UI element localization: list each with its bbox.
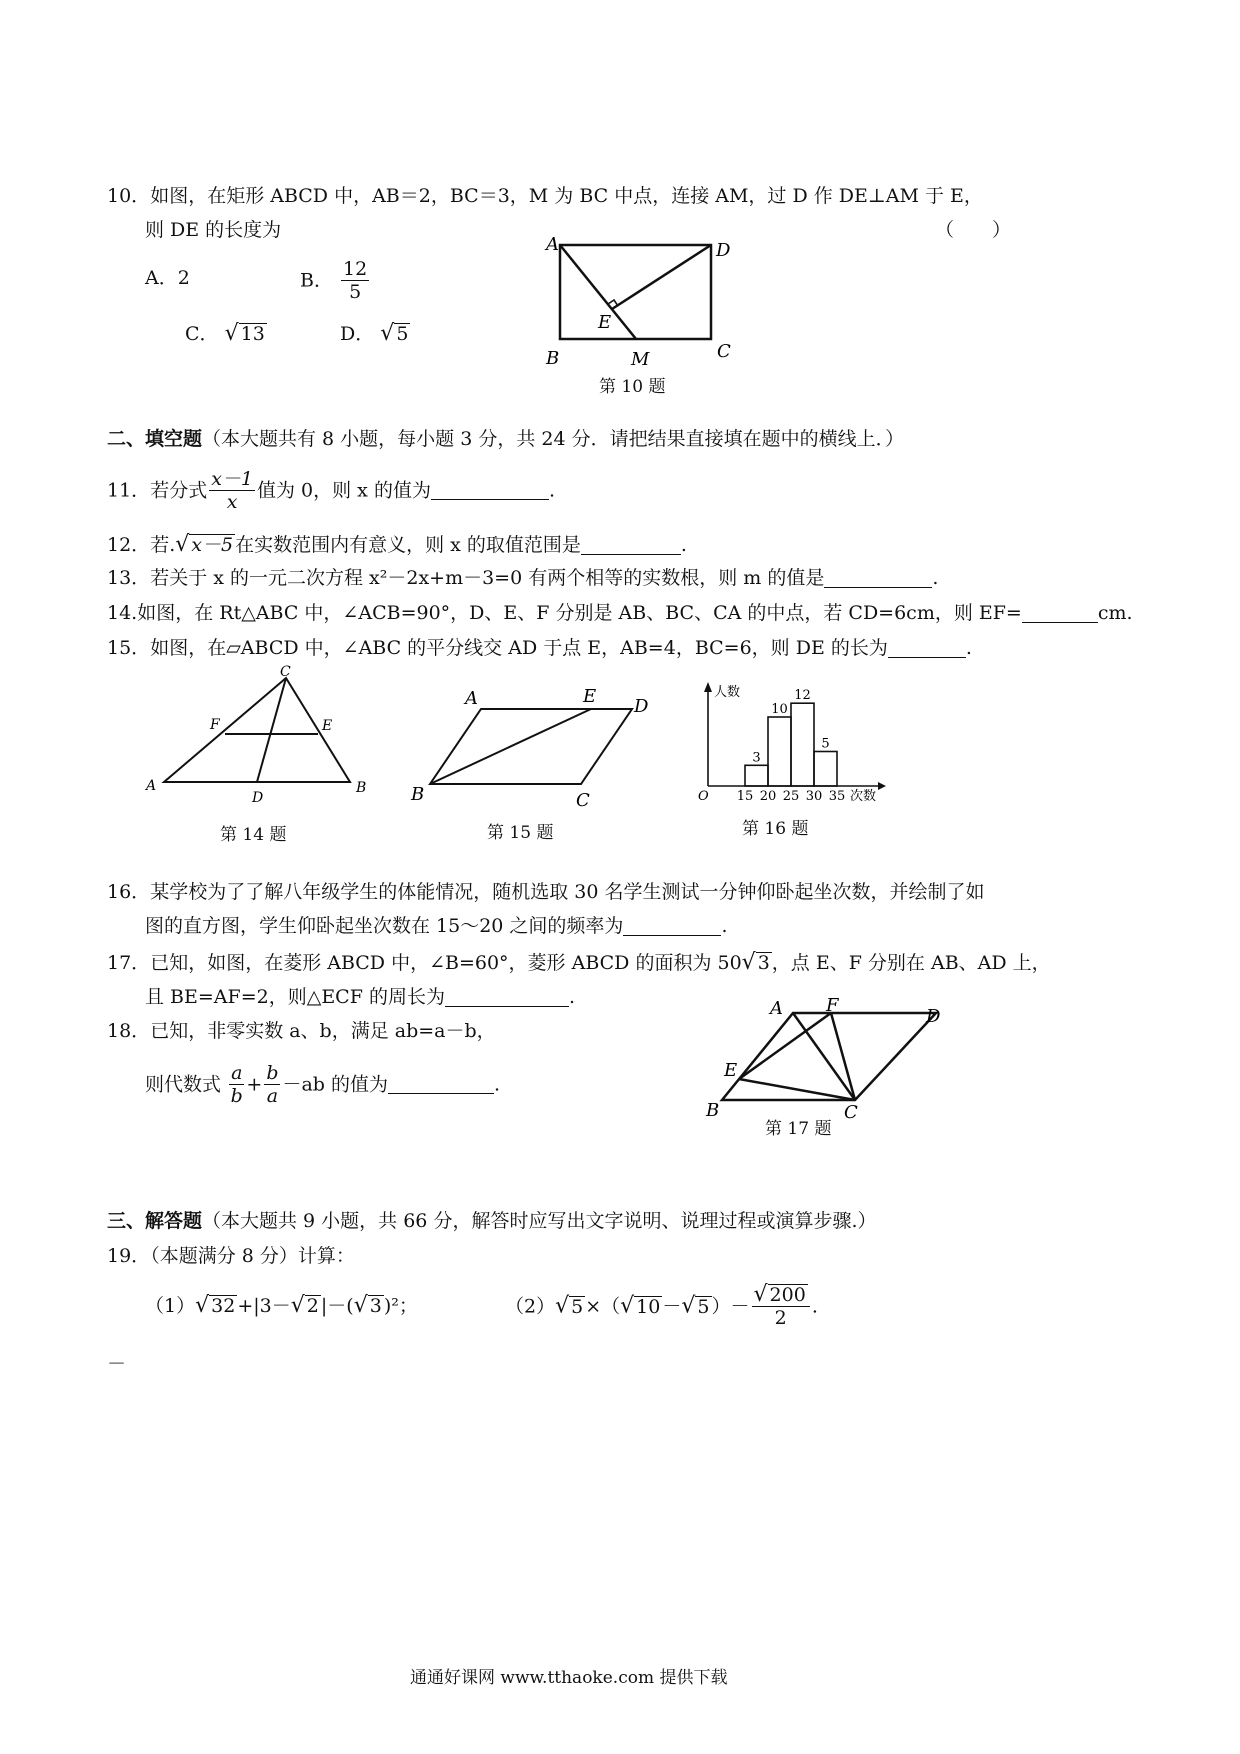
sqrt-sign: √ [380, 321, 395, 346]
q12-answer-blank[interactable] [581, 536, 681, 555]
segment-cd [257, 678, 286, 782]
fraction-numerator: a [231, 1062, 243, 1084]
radicand: 5 [697, 1296, 710, 1318]
bar-value-label: 5 [821, 736, 830, 752]
radicand: 3 [369, 1295, 382, 1317]
expr-text: ）－ [711, 1295, 750, 1318]
label-b: B [706, 1100, 720, 1121]
x-axis-arrow [878, 782, 886, 790]
expr-text: +|3－ [237, 1295, 291, 1317]
q15-number: 15． [107, 637, 151, 659]
expr-text: － [662, 1295, 682, 1318]
q18-pre: 则代数式 [145, 1073, 222, 1096]
q17-line2 [145, 985, 575, 1009]
figure-17-rhombus [700, 996, 960, 1121]
section-2-header [107, 427, 904, 451]
q16-stem-2: 图的直方图，学生仰卧起坐次数在 15～20 之间的频率为 [145, 915, 624, 937]
q13-answer-blank[interactable] [824, 569, 932, 588]
q11-answer-blank[interactable] [431, 481, 549, 500]
label-e: E [322, 718, 333, 734]
q10-answer-paren: （ ） [935, 219, 1012, 241]
radicand: 5 [571, 1296, 584, 1318]
expr-text: |－( [320, 1295, 354, 1317]
fraction-numerator [752, 1284, 810, 1307]
option-a-value: 2 [177, 267, 190, 289]
fraction-numerator: b [266, 1062, 279, 1084]
q15-text: 如图，在▱ABCD 中，∠ABC 的平分线交 AD 于点 E，AB=4，BC=6，则 DE 的长为 [150, 637, 888, 659]
x-tick-label: 20 [759, 789, 777, 804]
histogram-bar-30-35 [814, 752, 837, 787]
label-d: D [634, 696, 649, 717]
q18-line1 [107, 1019, 496, 1043]
figure-16-caption: 第 16 题 [742, 819, 809, 839]
q11-denominator: x [226, 491, 238, 513]
q18-stem: 已知，非零实数 a、b，满足 ab=a－b， [150, 1020, 496, 1042]
figure-15-parallelogram [405, 682, 665, 812]
q11 [107, 468, 555, 513]
label-b: B [411, 784, 425, 805]
q10-line1 [107, 184, 983, 208]
segment-fc [831, 1013, 855, 1100]
sqrt-sign: √ [195, 1293, 210, 1318]
q10-option-b [300, 258, 371, 303]
label-d: D [252, 790, 264, 806]
q10-option-a [145, 266, 190, 290]
section-2-desc: （本大题共有 8 小题，每小题 3 分，共 24 分．请把结果直接填在题中的横线上．） [202, 428, 905, 450]
label-e: E [583, 686, 597, 707]
label-a: A [465, 688, 478, 709]
segment-de [612, 245, 711, 309]
label-d: D [716, 240, 731, 261]
q11-fraction [209, 468, 255, 513]
q10-line2: 则 DE 的长度为 [145, 219, 282, 241]
label-b: B [546, 348, 560, 369]
q12-post: 在实数范围内有意义，则 x 的取值范围是 [235, 534, 581, 556]
q12-end: . [680, 534, 687, 556]
q10-stem: 如图，在矩形 ABCD 中，AB＝2，BC＝3，M 为 BC 中点，连接 AM，过 D 作 DE⊥AM 于 E， [150, 185, 983, 207]
q17-stem: 已知，如图，在菱形 ABCD 中，∠B=60°，菱形 ABCD 的面积为 50 [150, 952, 742, 974]
histogram-bar-15-20 [745, 765, 768, 786]
option-b-fraction [341, 258, 369, 303]
label-a: A [146, 778, 157, 794]
label-c: C [280, 664, 291, 680]
q14-number: 14. [107, 602, 138, 624]
option-c-letter: C． [185, 323, 219, 345]
fraction-denominator: 2 [774, 1307, 787, 1329]
section-2-title: 二、填空题 [107, 428, 203, 450]
segment-be [430, 709, 591, 784]
q19-number: 19． [107, 1245, 151, 1267]
q12-pre: 若. [150, 534, 176, 556]
q19-head [107, 1244, 355, 1268]
segment-ac [793, 1013, 855, 1100]
q16-end: . [721, 915, 728, 937]
radicand: 10 [636, 1296, 661, 1318]
q13-text: 若关于 x 的一元二次方程 x²－2x+m－3=0 有两个相等的实数根，则 m 的值是 [150, 567, 825, 589]
q11-number: 11． [107, 479, 151, 502]
label-f: F [826, 995, 839, 1016]
q12-radicand: x－5 [191, 534, 234, 556]
sqrt-sign: √ [353, 1293, 368, 1318]
section-3-header [107, 1209, 876, 1233]
sqrt-sign: √ [290, 1293, 305, 1318]
label-f: F [210, 717, 220, 733]
option-d-radicand: 5 [396, 323, 409, 345]
label-c: C [576, 790, 590, 811]
q18-fraction-b-over-a [264, 1062, 280, 1107]
q18-line2 [145, 1062, 500, 1107]
sqrt-sign: √ [741, 950, 756, 975]
x-tick-label: 15 [736, 789, 754, 804]
q17-line1 [107, 951, 1051, 975]
figure-14-triangle [140, 662, 380, 806]
histogram-bar-25-30 [791, 703, 814, 786]
plus-sign: + [246, 1073, 263, 1096]
q13-end: . [932, 567, 939, 589]
section-3-title: 三、解答题 [107, 1210, 203, 1232]
q19-title: （本题满分 8 分）计算： [150, 1245, 355, 1267]
section-3-desc: （本大题共 9 小题，共 66 分，解答时应写出文字说明、说理过程或演算步骤.） [202, 1210, 877, 1232]
label-e: E [598, 312, 612, 333]
q11-end: . [548, 479, 555, 502]
q18-number: 18． [107, 1020, 151, 1042]
q15 [107, 636, 972, 660]
q16-answer-blank[interactable] [623, 917, 721, 936]
origin-label: O [698, 789, 709, 804]
figure-10-caption: 第 10 题 [599, 377, 666, 397]
q14 [107, 601, 1133, 625]
figure-15-caption: 第 15 题 [487, 823, 554, 843]
q17-answer-blank[interactable] [445, 988, 569, 1007]
q18-end: . [494, 1073, 501, 1096]
label-d: D [926, 1006, 941, 1027]
q12 [107, 533, 687, 557]
q16-line2 [145, 914, 727, 938]
parallelogram-abcd [430, 709, 632, 784]
x-tick-label: 30 [805, 789, 823, 804]
rhombus-abcd [722, 1013, 936, 1100]
option-c-radicand: 13 [240, 323, 265, 345]
option-d-letter: D． [340, 323, 375, 345]
q13-number: 13． [107, 567, 151, 589]
fraction-denominator: a [266, 1085, 279, 1107]
q11-pre: 若分式 [150, 479, 208, 502]
x-tick-label: 35 [828, 789, 846, 804]
label-c: C [844, 1102, 858, 1123]
option-b-numerator: 12 [343, 258, 368, 280]
histogram-bar-20-25 [768, 717, 791, 786]
label-b: B [356, 780, 367, 796]
label-e: E [724, 1060, 738, 1081]
figure-16-histogram [690, 676, 890, 811]
stray-dash: － [107, 1353, 127, 1375]
q19-part-2 [505, 1284, 818, 1329]
q12-number: 12． [107, 534, 151, 556]
q18-fraction-a-over-b [229, 1062, 244, 1107]
q16-line1 [107, 880, 984, 904]
figure-17-caption: 第 17 题 [765, 1119, 832, 1139]
q15-answer-blank[interactable] [888, 639, 966, 658]
label-c: C [717, 341, 731, 362]
page-footer: 通通好课网 www.tthaoke.com 提供下载 [410, 1668, 728, 1688]
q17-end: . [568, 986, 575, 1008]
q17-stem-2: 且 BE=AF=2，则△ECF 的周长为 [145, 986, 445, 1008]
label-a: A [770, 998, 783, 1019]
q11-post: 值为 0，则 x 的值为 [257, 479, 431, 502]
q10-number: 10． [107, 185, 151, 207]
bar-value-label: 12 [794, 688, 811, 704]
q16-stem: 某学校为了了解八年级学生的体能情况，随机选取 30 名学生测试一分钟仰卧起坐次数，并绘制了如 [150, 881, 985, 903]
fraction-denominator: b [230, 1085, 243, 1107]
part-2-fraction [752, 1284, 810, 1329]
y-axis-arrow [704, 682, 712, 692]
x-axis-label: 次数 [850, 789, 877, 804]
q15-end: . [965, 637, 972, 659]
label-m: M [631, 349, 650, 370]
segment-ec [739, 1079, 855, 1100]
q16-number: 16． [107, 881, 151, 903]
x-tick-label: 25 [782, 789, 800, 804]
q17-stem-post: ，点 E、F 分别在 AB、AD 上， [771, 952, 1051, 974]
option-b-letter: B． [300, 269, 333, 292]
q10-option-d [340, 322, 410, 346]
option-b-denominator: 5 [349, 281, 362, 303]
bar-value-label: 3 [752, 750, 761, 766]
q17-radicand: 3 [757, 952, 770, 974]
sqrt-sign: √ [681, 1293, 696, 1319]
q14-text: 如图，在 Rt△ABC 中，∠ACB=90°，D、E、F 分别是 AB、BC、CA 的中点，若 CD=6cm，则 EF= [137, 602, 1022, 624]
radicand: 32 [211, 1295, 236, 1317]
q11-numerator: x－1 [211, 468, 254, 490]
q19-part-1 [145, 1294, 418, 1318]
option-a-letter: A． [145, 267, 178, 289]
label-a: A [546, 234, 559, 255]
bar-value-label: 10 [771, 702, 788, 717]
sqrt-sign: √ [753, 1282, 768, 1307]
q14-end: cm. [1097, 602, 1133, 624]
sqrt-sign: √ [620, 1293, 635, 1319]
sqrt-sign: √ [224, 321, 239, 346]
part-2-label: （2） [505, 1295, 556, 1318]
part-1-label: （1） [145, 1295, 196, 1317]
expr-text: ×（ [585, 1295, 621, 1318]
q17-number: 17． [107, 952, 151, 974]
q14-answer-blank[interactable] [1022, 604, 1098, 623]
figure-14-caption: 第 14 题 [220, 825, 287, 845]
q18-post: －ab 的值为 [282, 1073, 389, 1096]
radicand: 200 [769, 1284, 806, 1306]
q10-option-c [185, 322, 267, 346]
y-axis-label: 人数 [714, 685, 741, 700]
expr-text: . [811, 1295, 818, 1318]
radicand: 2 [306, 1295, 319, 1317]
q13 [107, 566, 938, 590]
sqrt-sign: √ [175, 532, 190, 557]
q18-answer-blank[interactable] [388, 1075, 494, 1094]
figure-10-rectangle [540, 232, 750, 372]
sqrt-sign: √ [555, 1293, 570, 1319]
expr-text: )²； [383, 1295, 418, 1317]
